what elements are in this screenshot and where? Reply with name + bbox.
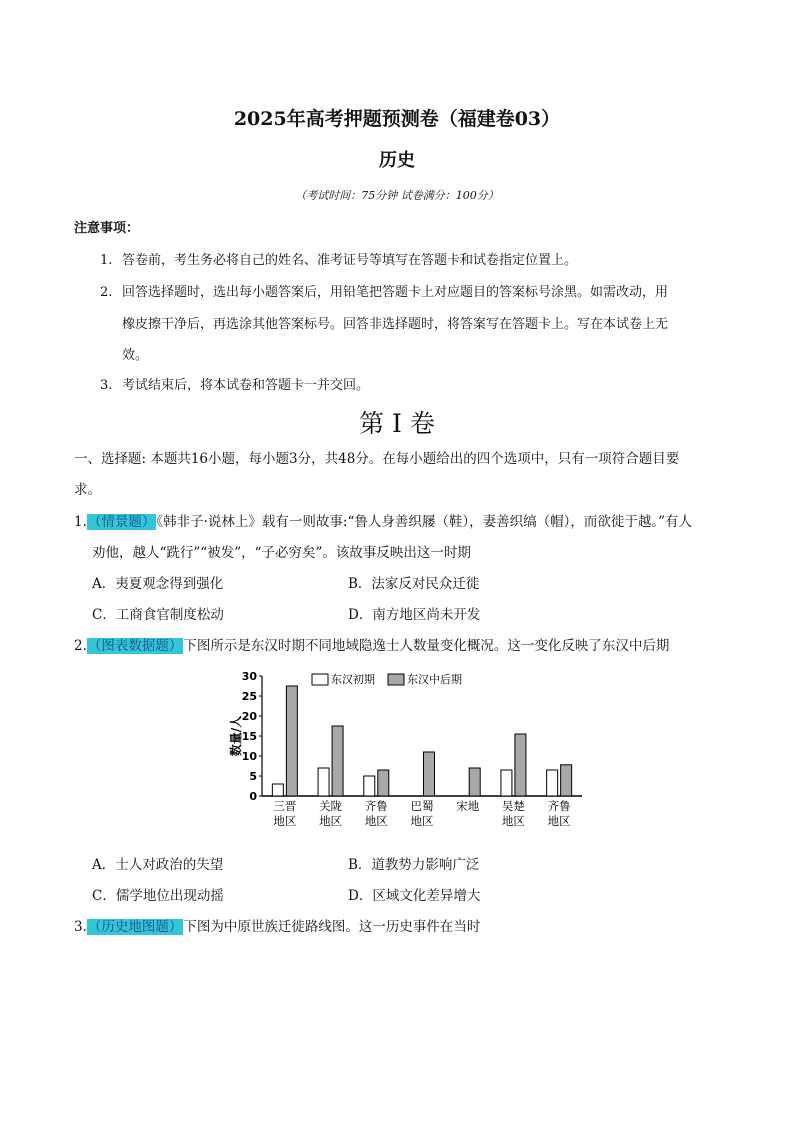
notice-item-2-line-3: 效。 [122, 348, 149, 363]
question-stem: 下图为中原世族迁徙路线图。这一历史事件在当时 [183, 919, 481, 935]
section-title: 第 I 卷 [359, 409, 435, 438]
question-tag: （情景题） [87, 514, 156, 530]
bar-late-3 [424, 752, 435, 796]
question-1 [74, 510, 692, 530]
question-2-option-a[interactable]: A．士人对政治的失望 [92, 857, 224, 873]
bar-early-2 [364, 776, 375, 796]
category-label: 关陇 [319, 799, 343, 813]
question-2-option-d[interactable]: D．区域文化差异增大 [348, 888, 481, 904]
y-tick-label: 10 [241, 750, 257, 763]
legend-swatch [312, 674, 328, 685]
y-axis-label: 数量/人 [229, 715, 243, 757]
y-tick-label: 20 [241, 710, 257, 723]
category-label: 齐鲁 [364, 799, 388, 813]
question-2 [74, 634, 669, 654]
notice-heading: 注意事项： [74, 221, 140, 236]
question-3 [74, 915, 480, 935]
bar-early-1 [318, 768, 329, 796]
category-label-line-2: 地区 [319, 814, 343, 828]
notice-item-number: 2. [100, 285, 113, 300]
question-1-option-c[interactable]: C．工商食官制度松动 [92, 607, 224, 623]
question-1-option-a[interactable]: A．夷夏观念得到强化 [92, 576, 224, 592]
bar-late-5 [515, 734, 526, 796]
question-1-option-d[interactable]: D．南方地区尚未开发 [348, 607, 481, 623]
exam-title: 2025年高考押题预测卷（福建卷03） [233, 108, 561, 130]
bar-late-6 [561, 765, 572, 796]
bar-early-5 [501, 770, 512, 796]
category-label: 宋地 [456, 799, 480, 813]
section-instructions: 一、选择题: 本题共16小题，每小题3分，共48分。在每小题给出的四个选项中，只有一项符合题目要 [74, 451, 680, 467]
bar-early-0 [272, 784, 283, 796]
category-label: 三晋 [273, 799, 297, 813]
question-tag: （图表数据题） [87, 638, 183, 654]
bar-late-2 [378, 770, 389, 796]
bar-chart [220, 664, 590, 836]
question-1-stem-line-2: 劝他，越人“跣行”“被发”，“子必穷矣”。该故事反映出这一时期 [92, 545, 471, 561]
notice-item-1 [100, 249, 577, 268]
section-instructions-line-2: 求。 [74, 482, 101, 498]
notice-item-3 [100, 374, 369, 393]
category-label-line-2: 地区 [364, 814, 388, 828]
subject-title: 历史 [379, 150, 415, 171]
y-tick-label: 25 [241, 690, 257, 703]
notice-item-2-line-2: 橡皮擦干净后，再选涂其他答案标号。回答非选择题时，将答案写在答题卡上。写在本试卷上无 [122, 317, 669, 332]
question-2-option-c[interactable]: C．儒学地位出现动摇 [92, 888, 224, 904]
notice-item-2 [100, 281, 668, 300]
y-tick-label: 0 [249, 790, 257, 803]
question-1-option-b[interactable]: B．法家反对民众迁徙 [348, 576, 480, 592]
category-label-line-2: 地区 [273, 814, 297, 828]
y-tick-label: 5 [249, 770, 257, 783]
exam-info: （考试时间：75分钟 试卷满分：100分） [295, 189, 499, 202]
category-label: 巴蜀 [410, 799, 434, 813]
notice-item-number: 3. [100, 378, 113, 393]
question-number: 3. [74, 919, 87, 935]
y-tick-label: 15 [241, 730, 257, 743]
y-tick-label: 30 [241, 670, 257, 683]
category-label-line-2: 地区 [501, 814, 525, 828]
category-label-line-2: 地区 [410, 814, 434, 828]
bar-late-1 [332, 726, 343, 796]
bar-early-6 [547, 770, 558, 796]
question-stem: 下图所示是东汉时期不同地域隐逸士人数量变化概况。这一变化反映了东汉中后期 [183, 638, 670, 654]
question-tag: （历史地图题） [87, 919, 183, 935]
category-label-line-2: 地区 [547, 814, 571, 828]
bar-late-0 [286, 686, 297, 796]
notice-item-text: 考试结束后，将本试卷和答题卡一并交回。 [122, 378, 370, 393]
category-label: 齐鲁 [547, 799, 571, 813]
question-stem: 《韩非子·说林上》载有一则故事:“鲁人身善织屦（鞋），妻善织缟（帽），而欲徙于越。”有人 [156, 514, 693, 530]
legend-label: 东汉初期 [331, 673, 375, 686]
notice-item-text: 回答选择题时，选出每小题答案后，用铅笔把答题卡上对应题目的答案标号涂黑。如需改动，用 [122, 285, 669, 300]
question-number: 2. [74, 638, 87, 654]
question-2-option-b[interactable]: B．道教势力影响广泛 [348, 857, 480, 873]
category-label: 吴楚 [501, 799, 525, 813]
legend-label: 东汉中后期 [407, 673, 462, 686]
question-number: 1. [74, 514, 87, 530]
notice-item-text: 答卷前，考生务必将自己的姓名、准考证号等填写在答题卡和试卷指定位置上。 [122, 253, 578, 268]
bar-late-4 [469, 768, 480, 796]
notice-item-number: 1. [100, 253, 113, 268]
legend-swatch [388, 674, 404, 685]
